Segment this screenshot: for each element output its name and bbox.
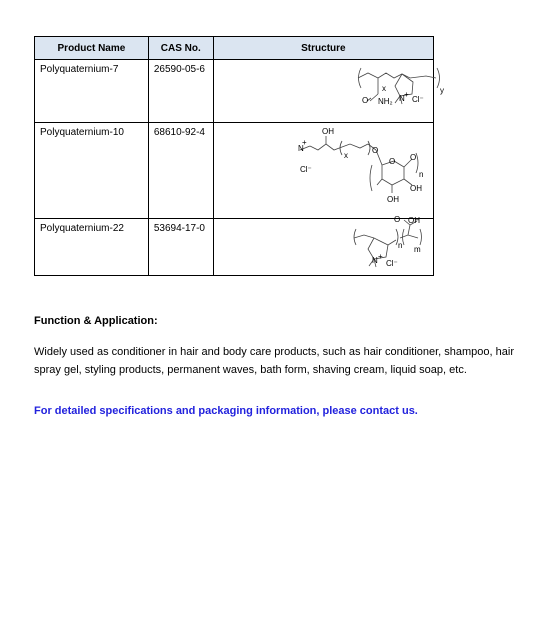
product-table [34,36,444,276]
structure-cell [213,123,433,219]
cas-cell: 68610-92-4 [148,123,213,219]
structure-cell [213,215,433,276]
label-plus: + [377,252,383,261]
label-n: n [397,241,403,250]
label-o: O [361,96,368,105]
header-structure: Structure [213,37,433,60]
table-header-row [35,37,434,60]
label-n: N [297,144,304,153]
label-oh3: OH [386,195,399,204]
cas-cell: 53694-17-0 [148,219,213,276]
cas-cell: 26590-05-6 [148,60,213,123]
label-x: x [381,84,386,93]
label-nh2: NH₂ [377,97,393,106]
table-row [35,123,434,219]
table-row [35,219,434,276]
label-n: N [398,94,405,103]
product-name-cell: Polyquaternium-10 [35,123,149,219]
function-text: Widely used as conditioner in hair and body care products, such as hair conditioner, shampoo, hair spray gel, styling products, permanent waves, bath form, shaving cream, liquid soap, etc. [34,346,514,376]
product-name-cell: Polyquaternium-7 [35,60,149,123]
label-oh: OH [321,127,334,136]
label-oh: OH [407,216,420,225]
label-cl: Cl⁻ [411,95,424,104]
polyquaternium-10-structure [214,123,424,218]
structure-cell [213,60,444,123]
label-n: n [418,170,424,179]
label-m: m [413,245,421,254]
table-row [35,60,434,123]
label-x: x [343,151,348,160]
label-cl: Cl⁻ [385,259,398,268]
label-o2: O [388,157,395,166]
header-cas-no: CAS No. [148,37,213,60]
label-plus: + [403,90,409,99]
contact-text: For detailed specifications and packaging information, please contact us. [34,405,418,417]
label-n-plus: N [371,256,378,265]
polyquaternium-7-structure [214,60,444,122]
label-o: O [393,215,400,224]
product-name-cell: Polyquaternium-22 [35,219,149,276]
label-o3: O [409,153,416,162]
header-product-name: Product Name [35,37,149,60]
label-y: y [439,86,444,95]
polyquaternium-22-structure [214,215,421,275]
function-heading: Function & Application: [34,315,158,327]
label-cl: Cl⁻ [299,165,312,174]
label-oh2: OH [409,184,422,193]
label-plus: + [301,138,307,147]
label-o1: O [371,146,378,155]
